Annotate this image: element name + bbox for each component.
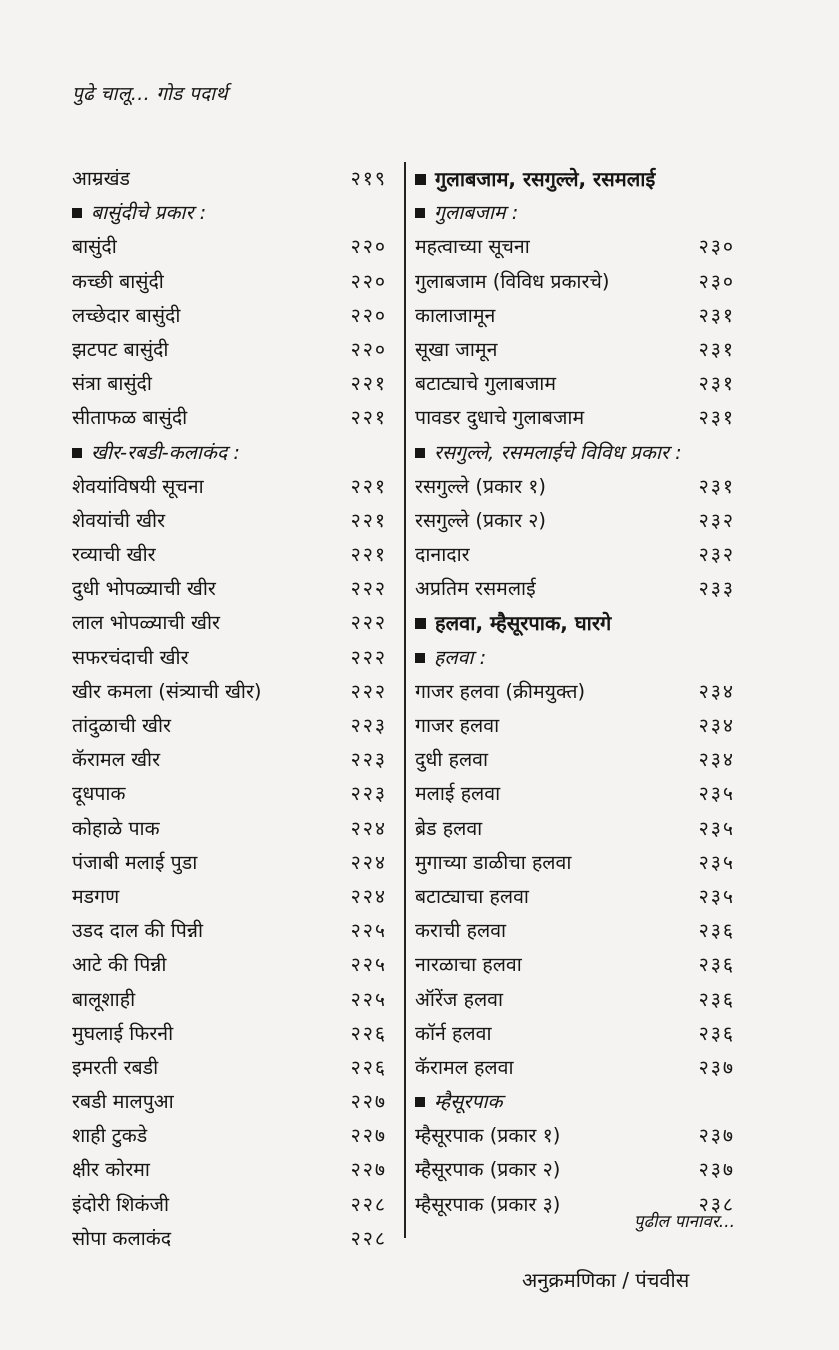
toc-entry-label: म्हैसूरपाक (प्रकार २) xyxy=(415,1158,561,1182)
toc-entry xyxy=(415,983,735,1017)
toc-entry xyxy=(415,333,735,367)
toc-entry-label-wrap xyxy=(415,265,609,299)
toc-entry-label-wrap xyxy=(72,914,203,948)
toc-page-number: २३३ xyxy=(698,577,735,601)
toc-entry xyxy=(72,367,387,401)
toc-entry-label-wrap xyxy=(415,743,488,777)
toc-entry-label-wrap xyxy=(415,914,506,948)
toc-entry-label: गुलाबजाम (विविध प्रकारचे) xyxy=(415,269,610,293)
toc-subsection-heading xyxy=(415,436,735,470)
toc-entry xyxy=(72,265,387,299)
toc-entry-label: झटपट बासुंदी xyxy=(72,337,169,361)
toc-entry xyxy=(72,230,387,264)
toc-page-number: २२८ xyxy=(350,1226,387,1250)
toc-entry-label-wrap xyxy=(415,196,518,230)
square-bullet-icon xyxy=(72,448,82,458)
toc-entry xyxy=(415,1119,735,1153)
toc-entry xyxy=(415,572,735,606)
toc-entry-label-wrap xyxy=(72,572,216,606)
toc-entry-label-wrap xyxy=(415,880,529,914)
toc-page-number: २३४ xyxy=(698,748,735,772)
toc-page-number: २२३ xyxy=(350,748,387,772)
toc-entry-label: कोहाळे पाक xyxy=(72,816,160,840)
toc-entry-label: गुलाबजाम : xyxy=(434,201,519,225)
toc-entry-label: शेवयांची खीर xyxy=(72,508,166,532)
toc-entry-label-wrap xyxy=(72,812,160,846)
toc-page-number: २३७ xyxy=(698,1124,735,1148)
square-bullet-icon xyxy=(415,448,425,458)
toc-entry-label-wrap xyxy=(72,709,171,743)
toc-entry xyxy=(415,230,735,264)
toc-page-number: २२० xyxy=(350,235,387,259)
toc-entry-label: रसगुल्ले (प्रकार १) xyxy=(415,474,547,498)
toc-page-number: २३४ xyxy=(698,714,735,737)
toc-entry xyxy=(72,162,387,196)
toc-entry-label-wrap xyxy=(72,1188,169,1222)
toc-page-number: २३० xyxy=(698,269,735,293)
toc-entry-label: कॅरामल खीर xyxy=(72,748,161,772)
running-head: पुढे चालू... गोड पदार्थ xyxy=(72,83,228,105)
toc-entry xyxy=(415,299,735,333)
toc-entry-label: बासुंदीचे प्रकार : xyxy=(91,201,207,225)
toc-entry xyxy=(72,470,387,504)
toc-entry xyxy=(415,709,735,743)
toc-entry-label-wrap xyxy=(72,641,189,675)
toc-entry-label: पंजाबी मलाई पुडा xyxy=(72,850,198,874)
toc-subsection-heading xyxy=(72,196,387,230)
toc-entry-label-wrap xyxy=(72,162,130,196)
toc-entry-label-wrap xyxy=(415,1119,560,1153)
toc-entry-label-wrap xyxy=(72,1222,171,1256)
toc-entry-label-wrap xyxy=(415,162,655,196)
toc-entry-label: बटाट्याचा हलवा xyxy=(415,884,529,908)
toc-entry-label-wrap xyxy=(415,812,482,846)
toc-entry xyxy=(72,948,387,982)
toc-entry-label-wrap xyxy=(415,230,530,264)
continued-note: पुढील पानावर... xyxy=(633,1212,735,1232)
toc-entry-label: म्हैसूरपाक (प्रकार ३) xyxy=(415,1192,561,1216)
toc-page-number: २३७ xyxy=(698,1158,735,1182)
toc-page-number: २२७ xyxy=(350,1124,387,1148)
toc-page-number: २२० xyxy=(350,337,387,361)
toc-page-number: २२३ xyxy=(350,782,387,806)
toc-entry-label: बटाट्याचे गुलाबजाम xyxy=(415,372,557,396)
toc-subsection-heading xyxy=(415,641,735,675)
toc-entry xyxy=(72,880,387,914)
toc-entry xyxy=(415,743,735,777)
toc-entry-label-wrap xyxy=(415,1051,514,1085)
toc-entry-label-wrap xyxy=(72,367,152,401)
toc-page-number: २२१ xyxy=(350,543,387,567)
toc-entry xyxy=(415,538,735,572)
toc-entry-label-wrap xyxy=(415,948,522,982)
toc-entry-label: बासुंदी xyxy=(72,235,117,259)
toc-entry xyxy=(72,333,387,367)
toc-entry xyxy=(415,367,735,401)
toc-page-number: २२७ xyxy=(350,1090,387,1114)
column-divider xyxy=(404,162,406,1238)
toc-entry-label-wrap xyxy=(72,777,125,811)
toc-page-number: २३५ xyxy=(698,782,735,806)
toc-entry-label: ऑरेंज हलवा xyxy=(415,987,504,1011)
toc-entry-label: कालाजामून xyxy=(415,303,496,327)
toc-entry-label: अप्रतिम रसमलाई xyxy=(415,577,536,601)
square-bullet-icon xyxy=(415,653,425,663)
toc-entry-label-wrap xyxy=(415,299,495,333)
toc-entry-label-wrap xyxy=(415,1085,503,1119)
toc-entry-label: नारळाचा हलवा xyxy=(415,953,522,977)
toc-entry-label: तांदुळाची खीर xyxy=(72,714,171,737)
toc-entry xyxy=(72,1222,387,1256)
toc-page-number: २२२ xyxy=(350,577,387,601)
toc-entry xyxy=(415,846,735,880)
toc-page-number: २२२ xyxy=(350,679,387,703)
toc-entry-label: खीर कमला (संत्र्याची खीर) xyxy=(72,679,262,703)
toc-entry-label: रसगुल्ले, रसमलाईचे विविध प्रकार : xyxy=(434,440,682,464)
toc-entry xyxy=(72,846,387,880)
toc-page-number: २२१ xyxy=(350,406,387,430)
toc-page-number: २३१ xyxy=(698,337,735,361)
toc-entry-label: संत्रा बासुंदी xyxy=(72,372,152,396)
toc-entry xyxy=(415,777,735,811)
toc-entry-label-wrap xyxy=(72,1051,158,1085)
toc-entry-label-wrap xyxy=(72,299,180,333)
toc-entry xyxy=(72,606,387,640)
toc-entry-label: दुधी हलवा xyxy=(415,748,489,772)
toc-page-number: २३६ xyxy=(698,953,735,977)
toc-page-number: २३५ xyxy=(698,884,735,908)
toc-entry xyxy=(415,914,735,948)
toc-entry-label: गाजर हलवा xyxy=(415,714,500,737)
toc-entry-label: पावडर दुधाचे गुलाबजाम xyxy=(415,406,585,430)
toc-page-number: २३२ xyxy=(698,508,735,532)
toc-page-number: २२१ xyxy=(350,474,387,498)
toc-entry-label: दूधपाक xyxy=(72,782,126,806)
toc-entry-label-wrap xyxy=(72,948,166,982)
toc-entry-label: सीताफळ बासुंदी xyxy=(72,406,188,430)
toc-entry-label-wrap xyxy=(72,1153,150,1187)
toc-entry-label-wrap xyxy=(415,538,470,572)
toc-entry-label-wrap xyxy=(415,1017,492,1051)
toc-entry-label: मुघलाई फिरनी xyxy=(72,1021,174,1045)
toc-entry-label-wrap xyxy=(415,470,546,504)
toc-entry xyxy=(72,914,387,948)
toc-entry-label: दानादार xyxy=(415,543,470,567)
toc-entry-label-wrap xyxy=(72,606,220,640)
square-bullet-icon xyxy=(72,208,82,218)
toc-entry-label: मुगाच्या डाळीचा हलवा xyxy=(415,850,572,874)
toc-entry-label-wrap xyxy=(72,401,187,435)
toc-entry-label: ब्रेड हलवा xyxy=(415,816,483,840)
toc-page-number: २३४ xyxy=(698,679,735,703)
toc-page-number: २२२ xyxy=(350,611,387,635)
toc-page-number: २३५ xyxy=(698,850,735,874)
toc-entry-label-wrap xyxy=(72,333,168,367)
toc-page-number: २२७ xyxy=(350,1158,387,1182)
toc-section-heading xyxy=(415,162,735,196)
toc-page-number: २३७ xyxy=(698,1055,735,1079)
toc-entry-label-wrap xyxy=(415,436,682,470)
toc-page-number: २३१ xyxy=(698,474,735,498)
toc-entry xyxy=(72,299,387,333)
toc-entry xyxy=(72,641,387,675)
toc-right-column xyxy=(415,162,735,1222)
toc-entry xyxy=(72,572,387,606)
toc-entry-label: सूखा जामून xyxy=(415,337,498,361)
toc-entry-label-wrap xyxy=(72,230,117,264)
toc-entry-label: शेवयांविषयी सूचना xyxy=(72,474,204,498)
toc-entry xyxy=(72,538,387,572)
toc-entry-label: कॅरामल हलवा xyxy=(415,1055,514,1079)
toc-entry-label: गुलाबजाम, रसगुल्ले, रसमलाई xyxy=(435,167,656,191)
toc-page-number: २२४ xyxy=(350,816,387,840)
toc-entry-label: आटे की पिन्नी xyxy=(72,953,167,977)
toc-entry-label: दुधी भोपळ्याची खीर xyxy=(72,577,216,601)
toc-page-number: २१९ xyxy=(350,167,387,190)
toc-section-heading xyxy=(415,606,735,640)
toc-page-number: २२० xyxy=(350,269,387,293)
toc-entry xyxy=(415,1153,735,1187)
toc-entry-label-wrap xyxy=(72,880,119,914)
toc-entry xyxy=(72,1085,387,1119)
toc-entry-label: रव्याची खीर xyxy=(72,543,156,567)
toc-entry-label: इमरती रबडी xyxy=(72,1055,159,1079)
toc-entry-label-wrap xyxy=(415,572,536,606)
toc-page-number: २२४ xyxy=(350,850,387,874)
toc-entry-label-wrap xyxy=(72,470,204,504)
toc-entry-label: हलवा, म्हैसूरपाक, घारगे xyxy=(435,611,612,636)
toc-page-number: २२५ xyxy=(350,953,387,977)
toc-entry-label: कॉर्न हलवा xyxy=(415,1021,492,1045)
toc-entry xyxy=(72,504,387,538)
toc-page-number: २२२ xyxy=(350,645,387,669)
toc-entry xyxy=(415,675,735,709)
toc-entry xyxy=(72,983,387,1017)
toc-page-number: २२५ xyxy=(350,919,387,943)
toc-page-number: २३६ xyxy=(698,987,735,1011)
toc-page-number: २२५ xyxy=(350,987,387,1011)
toc-entry xyxy=(415,1051,735,1085)
toc-entry-label: रबडी मालपुआ xyxy=(72,1090,174,1114)
toc-entry xyxy=(415,504,735,538)
toc-entry xyxy=(72,675,387,709)
toc-subsection-heading xyxy=(415,1085,735,1119)
toc-page-number: २२६ xyxy=(350,1021,387,1045)
toc-entry-label-wrap xyxy=(72,743,160,777)
toc-entry-label-wrap xyxy=(72,983,135,1017)
toc-entry-label: लच्छेदार बासुंदी xyxy=(72,303,181,327)
square-bullet-icon xyxy=(415,1097,425,1107)
toc-entry xyxy=(415,265,735,299)
toc-entry-label-wrap xyxy=(415,1153,560,1187)
toc-entry xyxy=(415,401,735,435)
toc-entry-label: मडगण xyxy=(72,884,120,908)
toc-page-number: २३१ xyxy=(698,372,735,396)
toc-entry-label: आम्रखंड xyxy=(72,167,130,190)
toc-entry-label-wrap xyxy=(72,675,262,709)
toc-entry-label: शाही टुकडे xyxy=(72,1124,148,1148)
toc-entry-label: म्हैसूरपाक xyxy=(434,1090,503,1114)
toc-entry xyxy=(415,948,735,982)
toc-entry xyxy=(72,777,387,811)
toc-entry-label: हलवा : xyxy=(434,645,487,669)
toc-entry-label-wrap xyxy=(415,333,497,367)
toc-entry-label-wrap xyxy=(415,367,556,401)
square-bullet-icon xyxy=(415,174,426,185)
toc-entry xyxy=(415,812,735,846)
toc-entry-label-wrap xyxy=(415,504,546,538)
toc-entry-label: लाल भोपळ्याची खीर xyxy=(72,611,221,635)
toc-entry-label: खीर-रबडी-कलाकंद : xyxy=(91,440,240,464)
toc-entry-label-wrap xyxy=(415,1188,560,1222)
toc-entry-label: महत्वाच्या सूचना xyxy=(415,235,530,259)
toc-entry-label-wrap xyxy=(72,1017,173,1051)
toc-entry-label-wrap xyxy=(415,606,611,640)
toc-entry-label-wrap xyxy=(72,265,164,299)
toc-entry xyxy=(72,1188,387,1222)
toc-page-number: २३१ xyxy=(698,303,735,327)
toc-page-number: २३६ xyxy=(698,919,735,943)
toc-entry-label-wrap xyxy=(415,675,585,709)
toc-entry xyxy=(415,880,735,914)
toc-entry xyxy=(72,1017,387,1051)
toc-entry-label: सोपा कलाकंद xyxy=(72,1226,172,1250)
toc-entry-label-wrap xyxy=(72,846,197,880)
toc-entry-label: क्षीर कोरमा xyxy=(72,1158,150,1182)
toc-page-number: २३२ xyxy=(698,543,735,567)
toc-entry-label-wrap xyxy=(72,436,240,470)
page-footer: अनुक्रमणिका / पंचवीस xyxy=(522,1268,690,1292)
toc-entry-label: बालूशाही xyxy=(72,987,136,1011)
toc-entry-label-wrap xyxy=(72,1119,147,1153)
toc-entry-label-wrap xyxy=(415,641,486,675)
toc-entry xyxy=(72,1153,387,1187)
toc-page-number: २३५ xyxy=(698,816,735,840)
toc-page-number: २२६ xyxy=(350,1055,387,1079)
toc-entry xyxy=(72,709,387,743)
toc-subsection-heading xyxy=(72,436,387,470)
toc-entry-label: गाजर हलवा (क्रीमयुक्त) xyxy=(415,679,586,703)
toc-entry xyxy=(72,1051,387,1085)
toc-entry-label: रसगुल्ले (प्रकार २) xyxy=(415,508,547,532)
toc-entry-label-wrap xyxy=(415,401,584,435)
toc-entry-label: म्हैसूरपाक (प्रकार १) xyxy=(415,1124,561,1148)
toc-entry-label-wrap xyxy=(72,1085,174,1119)
toc-page-number: २२१ xyxy=(350,508,387,532)
toc-page-number: २३८ xyxy=(698,1192,735,1216)
toc-entry-label-wrap xyxy=(415,709,499,743)
toc-entry-label: कराची हलवा xyxy=(415,919,507,943)
toc-page-number: २२३ xyxy=(350,714,387,737)
toc-entry xyxy=(415,1017,735,1051)
toc-left-column xyxy=(72,162,387,1256)
toc-page-number: २२४ xyxy=(350,884,387,908)
toc-entry-label: सफरचंदाची खीर xyxy=(72,645,189,669)
toc-entry-label-wrap xyxy=(72,504,165,538)
toc-entry-label-wrap xyxy=(72,538,156,572)
toc-entry xyxy=(72,743,387,777)
square-bullet-icon xyxy=(415,618,426,629)
toc-entry xyxy=(72,812,387,846)
toc-entry-label-wrap xyxy=(415,983,503,1017)
toc-page-number: २३६ xyxy=(698,1021,735,1045)
toc-entry xyxy=(415,470,735,504)
toc-entry-label-wrap xyxy=(415,846,571,880)
toc-entry-label: उडद दाल की पिन्नी xyxy=(72,919,204,943)
toc-subsection-heading xyxy=(415,196,735,230)
square-bullet-icon xyxy=(415,208,425,218)
toc-entry-label: मलाई हलवा xyxy=(415,782,501,806)
toc-entry-label: कच्छी बासुंदी xyxy=(72,269,164,293)
toc-page-number: २३० xyxy=(698,235,735,259)
toc-page-number: २२८ xyxy=(350,1192,387,1216)
toc-page-number: २२१ xyxy=(350,372,387,396)
toc-page-number: २२० xyxy=(350,303,387,327)
toc-page-number: २३१ xyxy=(698,406,735,430)
toc-entry xyxy=(72,1119,387,1153)
toc-entry xyxy=(72,401,387,435)
toc-entry-label-wrap xyxy=(72,196,206,230)
toc-entry-label: इंदोरी शिकंजी xyxy=(72,1192,170,1216)
toc-entry-label-wrap xyxy=(415,777,500,811)
